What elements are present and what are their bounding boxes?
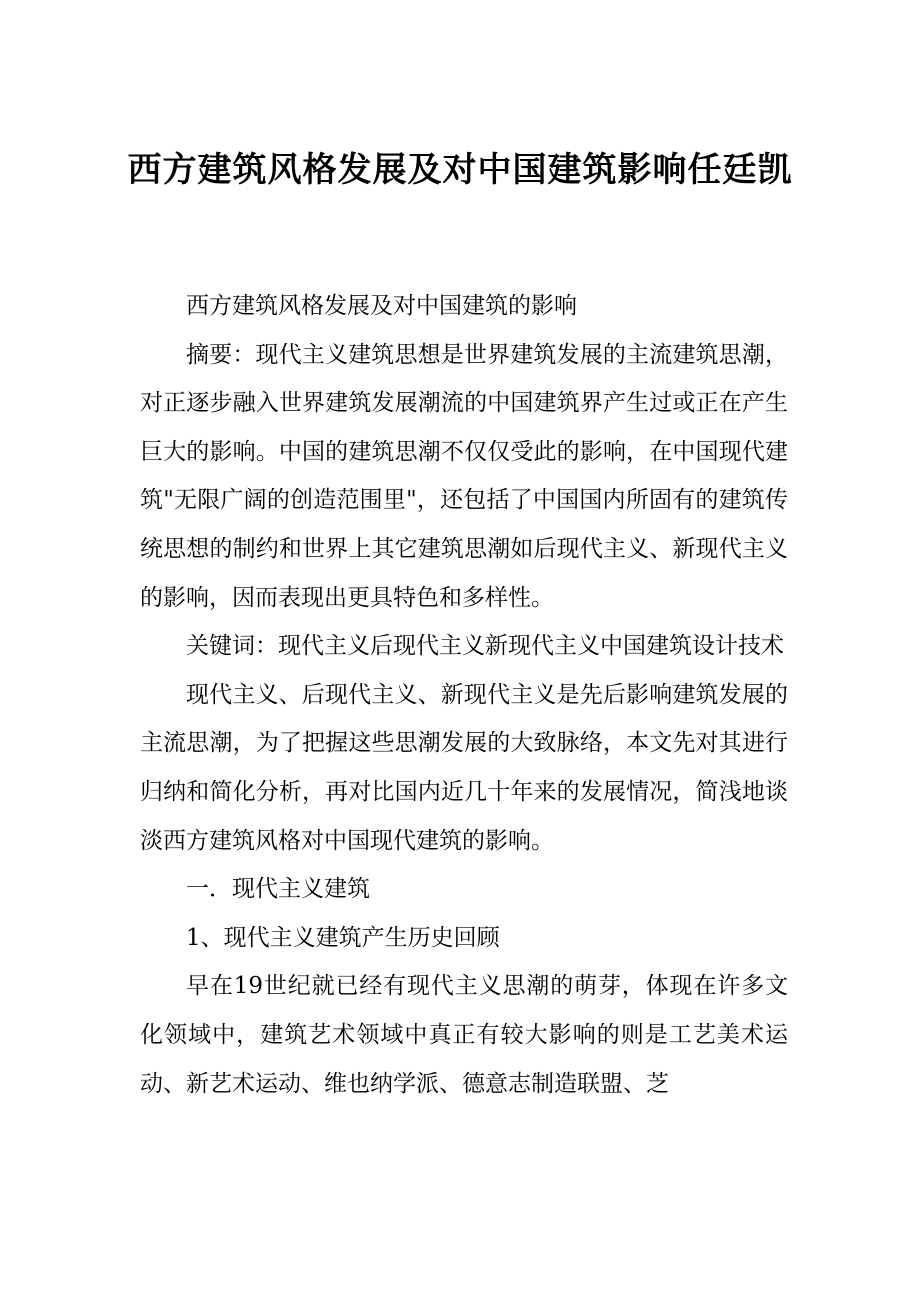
history-paragraph: 早在19世纪就已经有现代主义思潮的萌芽，体现在许多文化领域中，建筑艺术领域中真正有较大影响的则是工艺美术运动、新艺术运动、维也纳学派、德意志制造联盟、芝 <box>140 973 788 1097</box>
document-body <box>140 282 788 1108</box>
section-heading: 一．现代主义建筑 <box>186 876 370 903</box>
subsection-heading: 1、现代主义建筑产生历史回顾 <box>186 924 500 951</box>
abstract-paragraph: 摘要：现代主义建筑思想是世界建筑发展的主流建筑思潮，对正逐步融入世界建筑发展潮流的中国建筑界产生过或正在产生巨大的影响。中国的建筑思潮不仅仅受此的影响，在中国现代建筑"无限广阔的创造范围里"，还包括了中国国内所固有的建筑传统思想的制约和世界上其它建筑思潮如后现代主义、新现代主义的影响，因而表现出更具特色和多样性。 <box>140 341 788 611</box>
keywords-paragraph: 关键词：现代主义后现代主义新现代主义中国建筑设计技术 <box>186 633 784 660</box>
subtitle-paragraph: 西方建筑风格发展及对中国建筑的影响 <box>186 293 577 319</box>
intro-paragraph: 现代主义、后现代主义、新现代主义是先后影响建筑发展的主流思潮，为了把握这些思潮发展的大致脉络，本文先对其进行归纳和简化分析，再对比国内近几十年来的发展情况，简浅地谈淡西方建筑风格对中国现代建筑的影响。 <box>140 681 788 854</box>
document-title: 西方建筑风格发展及对中国建筑影响任廷凯 <box>127 150 793 190</box>
